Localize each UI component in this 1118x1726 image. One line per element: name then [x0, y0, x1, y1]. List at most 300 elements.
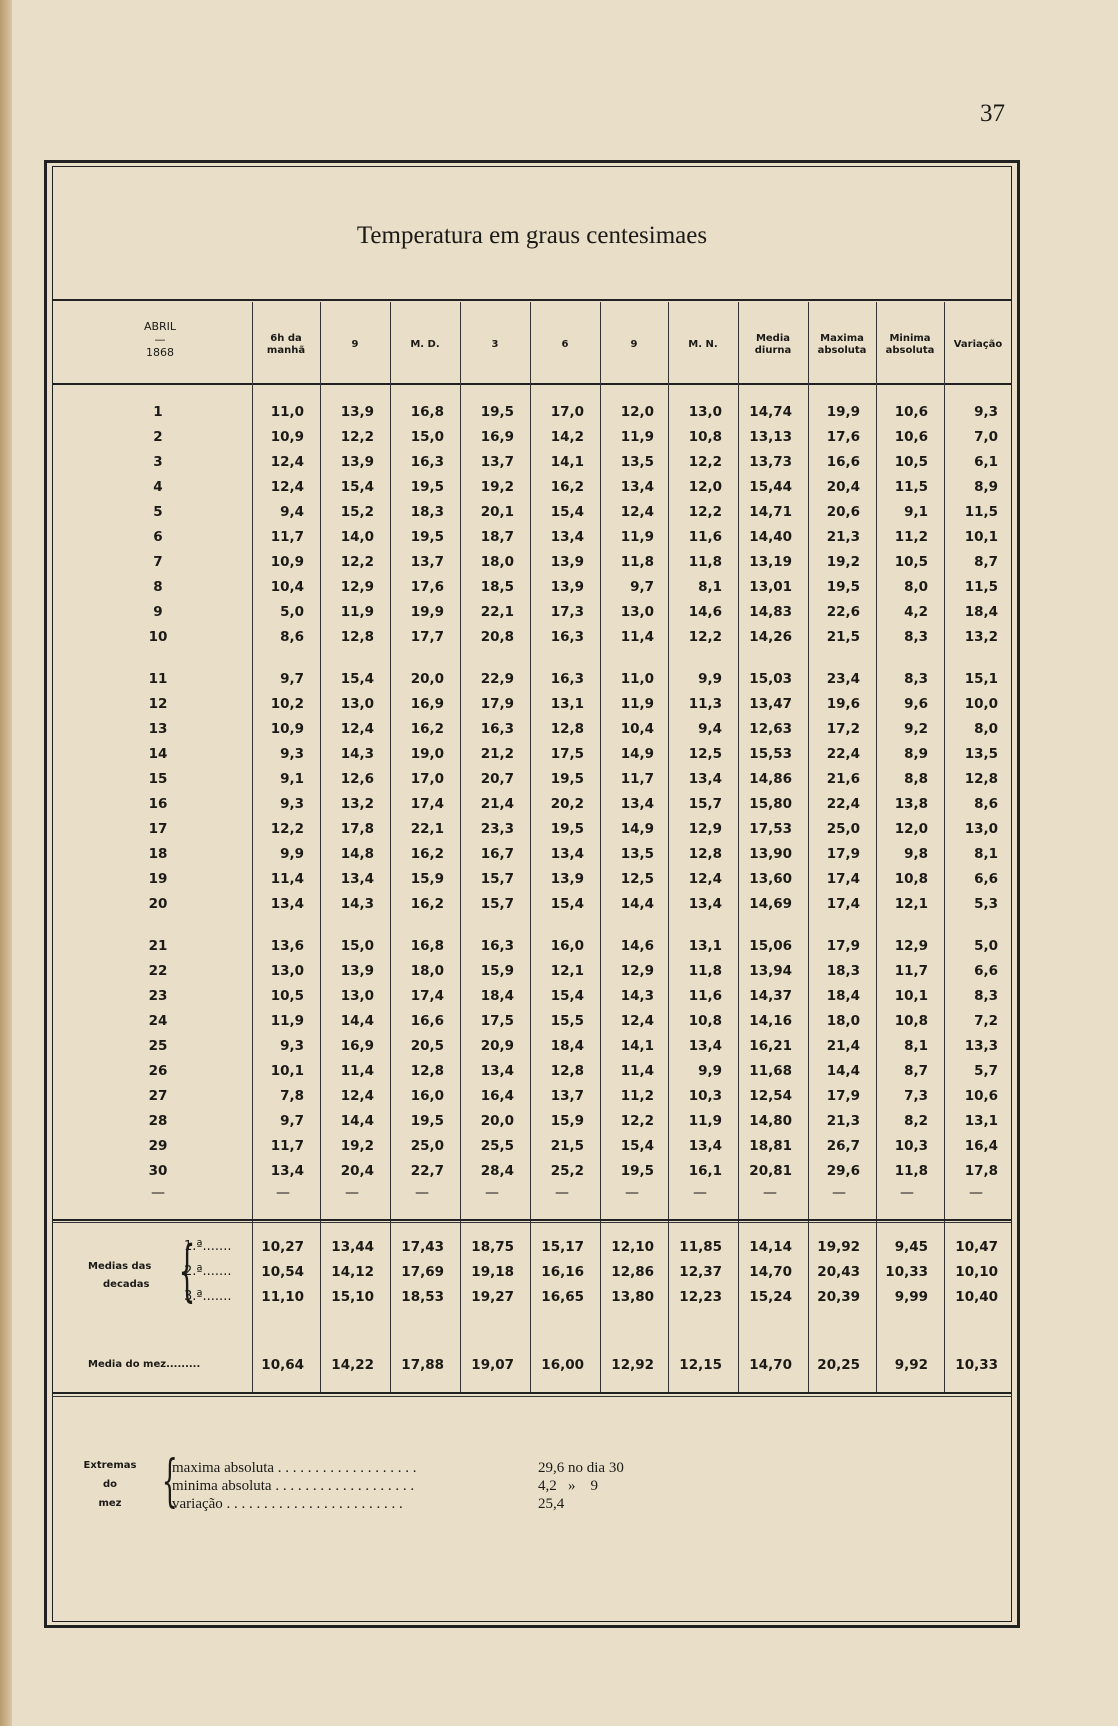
table-cell: 12,4: [688, 871, 722, 887]
table-cell: 14,1: [550, 454, 584, 470]
table-cell: 16,2: [410, 846, 444, 862]
table-cell: 9,7: [280, 1113, 304, 1129]
table-cell: 20,5: [410, 1038, 444, 1054]
table-cell: 17,2: [826, 721, 860, 737]
table-cell: 15,0: [340, 938, 374, 954]
decades-label-line2: decadas: [103, 1279, 150, 1290]
table-cell: 8,3: [904, 671, 928, 687]
table-cell: 15,5: [550, 1013, 584, 1029]
table-cell: 9,1: [280, 771, 304, 787]
table-cell: 13,4: [620, 479, 654, 495]
table-cell: 13,5: [964, 746, 998, 762]
table-cell: 23,3: [480, 821, 514, 837]
table-cell: 8,6: [974, 796, 998, 812]
table-cell: 9,3: [280, 746, 304, 762]
table-cell: 13,4: [480, 1063, 514, 1079]
table-cell: 19,2: [826, 554, 860, 570]
table-cell: 11,4: [270, 871, 304, 887]
table-cell: 13,4: [688, 1138, 722, 1154]
table-cell: 6,1: [974, 454, 998, 470]
extreme-min-name: minima absoluta . . . . . . . . . . . . . . . . . . .: [172, 1478, 415, 1494]
day-number: 6: [153, 529, 163, 545]
table-cell: 14,71: [749, 504, 792, 520]
table-cell: 19,2: [480, 479, 514, 495]
table-cell: 18,0: [480, 554, 514, 570]
day-number: 10: [148, 629, 168, 645]
day-number: 1: [153, 404, 163, 420]
table-cell: 13,4: [688, 896, 722, 912]
table-cell: 13,7: [550, 1088, 584, 1104]
table-cell: 12,5: [620, 871, 654, 887]
table-cell: 15,9: [410, 871, 444, 887]
table-cell: 12,54: [749, 1088, 792, 1104]
separator-dash: —: [832, 1185, 846, 1201]
table-cell: 19,5: [550, 821, 584, 837]
table-cell: 25,0: [826, 821, 860, 837]
separator-dash: —: [969, 1185, 983, 1201]
table-cell: 11,6: [688, 529, 722, 545]
table-cell: 17,5: [480, 1013, 514, 1029]
column-header: Minima absoluta: [885, 333, 935, 356]
table-cell: 9,3: [280, 1038, 304, 1054]
table-cell: 12,9: [340, 579, 374, 595]
table-cell: 16,8: [410, 404, 444, 420]
table-cell: 12,6: [340, 771, 374, 787]
table-cell: 7,3: [904, 1088, 928, 1104]
table-cell: 25,5: [480, 1138, 514, 1154]
table-cell: 14,0: [340, 529, 374, 545]
table-cell: 15,1: [964, 671, 998, 687]
table-cell: 14,4: [620, 896, 654, 912]
extremes-label-3: mez: [98, 1498, 122, 1509]
day-number: 14: [148, 746, 168, 762]
table-cell: 8,7: [904, 1063, 928, 1079]
table-cell: 18,4: [964, 604, 998, 620]
table-cell: 17,0: [410, 771, 444, 787]
day-number: 21: [148, 938, 168, 954]
table-cell: 10,8: [688, 1013, 722, 1029]
table-cell: 12,63: [749, 721, 792, 737]
table-cell: 15,0: [410, 429, 444, 445]
table-cell: 21,5: [550, 1138, 584, 1154]
month-mean-cell: 14,22: [331, 1357, 374, 1373]
table-cell: 15,4: [620, 1138, 654, 1154]
table-cell: 9,9: [698, 671, 722, 687]
table-cell: 8,9: [974, 479, 998, 495]
table-cell: 10,8: [688, 429, 722, 445]
table-cell: 11,7: [270, 1138, 304, 1154]
decade-label: 3.ª.......: [184, 1289, 232, 1304]
table-cell: 16,3: [550, 671, 584, 687]
table-cell: 20,8: [480, 629, 514, 645]
table-cell: 15,7: [688, 796, 722, 812]
table-cell: 12,0: [894, 821, 928, 837]
table-cell: 14,4: [826, 1063, 860, 1079]
table-cell: 10,8: [894, 871, 928, 887]
table-cell: 20,9: [480, 1038, 514, 1054]
table-cell: 16,6: [410, 1013, 444, 1029]
table-cell: 20,4: [340, 1163, 374, 1179]
table-cell: 13,7: [410, 554, 444, 570]
table-cell: 12,5: [688, 746, 722, 762]
table-cell: 18,4: [550, 1038, 584, 1054]
table-cell: 8,6: [280, 629, 304, 645]
table-cell: 9,8: [904, 846, 928, 862]
separator-dash: —: [693, 1185, 707, 1201]
table-cell: 15,4: [340, 671, 374, 687]
table-cell: 12,2: [620, 1113, 654, 1129]
table-cell: 6,6: [974, 963, 998, 979]
table-cell: 9,2: [904, 721, 928, 737]
table-cell: 19,5: [480, 404, 514, 420]
table-cell: 10,1: [894, 988, 928, 1004]
table-cell: 12,8: [550, 1063, 584, 1079]
table-cell: 20,7: [480, 771, 514, 787]
table-cell: 19,5: [410, 529, 444, 545]
table-cell: 13,0: [340, 696, 374, 712]
table-cell: 12,4: [270, 454, 304, 470]
extreme-max-name: maxima absoluta . . . . . . . . . . . . . . . . . . .: [172, 1460, 417, 1476]
day-number: 7: [153, 554, 163, 570]
table-cell: 19,5: [410, 479, 444, 495]
table-cell: 15,2: [340, 504, 374, 520]
table-cell: 16,3: [410, 454, 444, 470]
table-title: Temperatura em graus centesimaes: [356, 222, 708, 249]
table-cell: 8,1: [698, 579, 722, 595]
table-cell: 8,2: [904, 1113, 928, 1129]
table-cell: 11,6: [688, 988, 722, 1004]
table-cell: 18,5: [480, 579, 514, 595]
table-cell: 8,9: [904, 746, 928, 762]
table-cell: 17,6: [410, 579, 444, 595]
table-cell: 13,2: [964, 629, 998, 645]
table-cell: 10,4: [270, 579, 304, 595]
table-cell: 9,3: [974, 404, 998, 420]
table-cell: 14,74: [749, 404, 792, 420]
table-cell: 14,3: [340, 746, 374, 762]
table-cell: 11,9: [270, 1013, 304, 1029]
table-cell: 16,9: [480, 429, 514, 445]
table-cell: 16,9: [340, 1038, 374, 1054]
table-cell: 13,7: [480, 454, 514, 470]
table-cell: 14,80: [749, 1113, 792, 1129]
table-cell: 15,44: [749, 479, 792, 495]
month-mean-cell: 12,15: [679, 1357, 722, 1373]
day-number: 22: [148, 963, 168, 979]
table-cell: 13,0: [964, 821, 998, 837]
month-year-label: [120, 320, 200, 359]
table-cell: 14,16: [749, 1013, 792, 1029]
table-cell: 13,1: [550, 696, 584, 712]
table-cell: 13,13: [749, 429, 792, 445]
table-cell: 11,2: [894, 529, 928, 545]
table-cell: 22,6: [826, 604, 860, 620]
decade-cell: 18,75: [471, 1239, 514, 1255]
table-cell: 11,2: [620, 1088, 654, 1104]
table-cell: 8,1: [974, 846, 998, 862]
table-cell: 4,2: [904, 604, 928, 620]
table-cell: 18,0: [410, 963, 444, 979]
table-cell: 10,9: [270, 554, 304, 570]
column-header: 6: [561, 339, 569, 350]
column-header: M. N.: [688, 339, 718, 350]
page-edge: [0, 0, 12, 1726]
table-cell: 12,4: [340, 721, 374, 737]
table-cell: 22,7: [410, 1163, 444, 1179]
separator-dash: —: [485, 1185, 499, 1201]
table-cell: 13,9: [550, 579, 584, 595]
table-cell: 14,83: [749, 604, 792, 620]
day-number: 3: [153, 454, 163, 470]
table-cell: 11,9: [620, 529, 654, 545]
decade-cell: 15,17: [541, 1239, 584, 1255]
table-cell: 12,9: [688, 821, 722, 837]
table-cell: 13,5: [620, 454, 654, 470]
table-cell: 13,9: [340, 454, 374, 470]
table-cell: 15,80: [749, 796, 792, 812]
extreme-min-value: 4,2 » 9: [538, 1478, 598, 1494]
table-cell: 11,9: [340, 604, 374, 620]
table-cell: 11,5: [894, 479, 928, 495]
table-cell: 17,8: [340, 821, 374, 837]
day-number: 15: [148, 771, 168, 787]
table-cell: 22,1: [410, 821, 444, 837]
day-number: 16: [148, 796, 168, 812]
table-cell: 10,5: [894, 554, 928, 570]
table-cell: 11,0: [270, 404, 304, 420]
table-cell: 13,9: [340, 404, 374, 420]
table-cell: 11,7: [270, 529, 304, 545]
table-cell: 17,9: [826, 846, 860, 862]
table-cell: 17,8: [964, 1163, 998, 1179]
decade-cell: 15,10: [331, 1289, 374, 1305]
day-number: 4: [153, 479, 163, 495]
table-cell: 13,1: [964, 1113, 998, 1129]
table-cell: 13,9: [550, 871, 584, 887]
decade-cell: 14,14: [749, 1239, 792, 1255]
month-mean-cell: 14,70: [749, 1357, 792, 1373]
table-cell: 21,2: [480, 746, 514, 762]
table-cell: 14,26: [749, 629, 792, 645]
extreme-max-value: 29,6 no dia 30: [538, 1460, 624, 1476]
table-cell: 15,7: [480, 871, 514, 887]
decade-cell: 10,10: [955, 1264, 998, 1280]
separator-dash: —: [625, 1185, 639, 1201]
table-cell: 8,8: [904, 771, 928, 787]
table-cell: 25,2: [550, 1163, 584, 1179]
table-cell: 21,4: [826, 1038, 860, 1054]
day-number: 8: [153, 579, 163, 595]
extremes-label-1: Extremas: [83, 1460, 137, 1471]
table-cell: 13,4: [550, 529, 584, 545]
table-cell: 12,8: [964, 771, 998, 787]
extremes-label-2: do: [102, 1479, 118, 1490]
separator-dash: —: [900, 1185, 914, 1201]
table-cell: 12,1: [894, 896, 928, 912]
column-header: Variação: [953, 339, 1003, 350]
table-cell: 14,69: [749, 896, 792, 912]
table-cell: 19,9: [826, 404, 860, 420]
table-cell: 13,4: [270, 896, 304, 912]
table-cell: 16,3: [550, 629, 584, 645]
table-cell: 18,3: [826, 963, 860, 979]
header-bottom-rule: [52, 383, 1012, 385]
table-cell: 18,3: [410, 504, 444, 520]
column-header: 9: [351, 339, 359, 350]
table-cell: 16,1: [688, 1163, 722, 1179]
table-cell: 20,4: [826, 479, 860, 495]
table-cell: 19,9: [410, 604, 444, 620]
month-mean-cell: 12,92: [611, 1357, 654, 1373]
day-number: 11: [148, 671, 168, 687]
table-cell: 13,60: [749, 871, 792, 887]
table-cell: 13,0: [340, 988, 374, 1004]
decade-cell: 9,45: [894, 1239, 928, 1255]
table-cell: 14,1: [620, 1038, 654, 1054]
column-header: M. D.: [410, 339, 440, 350]
decades-label-line1: Medias das: [88, 1261, 152, 1272]
table-cell: 13,4: [688, 1038, 722, 1054]
table-cell: 8,0: [904, 579, 928, 595]
table-cell: 22,4: [826, 746, 860, 762]
table-cell: 6,6: [974, 871, 998, 887]
table-cell: 14,3: [620, 988, 654, 1004]
summary-bottom-rule-2: [52, 1396, 1012, 1397]
table-cell: 5,3: [974, 896, 998, 912]
month-mean-cell: 17,88: [401, 1357, 444, 1373]
table-cell: 15,9: [550, 1113, 584, 1129]
table-cell: 13,0: [270, 963, 304, 979]
month-mean-cell: 9,92: [894, 1357, 928, 1373]
decade-cell: 20,43: [817, 1264, 860, 1280]
table-cell: 12,2: [688, 629, 722, 645]
table-cell: 9,9: [280, 846, 304, 862]
table-cell: 21,5: [826, 629, 860, 645]
table-cell: 11,4: [340, 1063, 374, 1079]
table-cell: 25,0: [410, 1138, 444, 1154]
day-number: 19: [148, 871, 168, 887]
table-cell: 16,9: [410, 696, 444, 712]
table-cell: 12,8: [550, 721, 584, 737]
separator-dash: —: [151, 1185, 165, 1201]
table-cell: 12,2: [688, 504, 722, 520]
table-cell: 12,2: [340, 554, 374, 570]
table-cell: 13,9: [550, 554, 584, 570]
year-label: 1868: [146, 346, 174, 359]
table-cell: 17,3: [550, 604, 584, 620]
decade-cell: 19,92: [817, 1239, 860, 1255]
table-cell: 13,73: [749, 454, 792, 470]
decades-top-rule-2: [52, 1222, 1012, 1223]
day-number: 25: [148, 1038, 168, 1054]
month-mean-cell: 16,00: [541, 1357, 584, 1373]
table-cell: 11,68: [749, 1063, 792, 1079]
table-cell: 9,4: [280, 504, 304, 520]
table-cell: 11,0: [620, 671, 654, 687]
table-cell: 10,9: [270, 429, 304, 445]
table-cell: 12,8: [688, 846, 722, 862]
separator-dash: —: [763, 1185, 777, 1201]
table-cell: 18,7: [480, 529, 514, 545]
table-cell: 11,7: [620, 771, 654, 787]
table-cell: 9,6: [904, 696, 928, 712]
table-cell: 16,2: [410, 721, 444, 737]
table-cell: 11,5: [964, 579, 998, 595]
month-mean-cell: 19,07: [471, 1357, 514, 1373]
table-cell: 12,1: [550, 963, 584, 979]
table-cell: 14,9: [620, 821, 654, 837]
day-number: 12: [148, 696, 168, 712]
table-cell: 16,3: [480, 938, 514, 954]
decade-cell: 12,86: [611, 1264, 654, 1280]
table-cell: 12,2: [270, 821, 304, 837]
table-cell: 13,90: [749, 846, 792, 862]
table-cell: 10,6: [894, 404, 928, 420]
table-cell: 16,0: [410, 1088, 444, 1104]
table-cell: 14,40: [749, 529, 792, 545]
month-mean-cell: 10,33: [955, 1357, 998, 1373]
table-cell: 13,1: [688, 938, 722, 954]
day-number: 5: [153, 504, 163, 520]
table-cell: 9,4: [698, 721, 722, 737]
table-cell: 19,5: [550, 771, 584, 787]
table-cell: 10,1: [270, 1063, 304, 1079]
page-number: 37: [980, 100, 1005, 127]
table-cell: 15,4: [550, 896, 584, 912]
table-cell: 15,4: [550, 988, 584, 1004]
separator-dash: —: [276, 1185, 290, 1201]
table-cell: 13,5: [620, 846, 654, 862]
table-cell: 13,8: [894, 796, 928, 812]
decade-cell: 11,10: [261, 1289, 304, 1305]
decade-cell: 10,47: [955, 1239, 998, 1255]
table-cell: 12,2: [688, 454, 722, 470]
table-cell: 17,7: [410, 629, 444, 645]
decade-cell: 12,10: [611, 1239, 654, 1255]
column-header: Media diurna: [754, 333, 792, 356]
decade-cell: 12,37: [679, 1264, 722, 1280]
table-cell: 19,5: [826, 579, 860, 595]
day-number: 20: [148, 896, 168, 912]
table-cell: 9,3: [280, 796, 304, 812]
table-cell: 14,6: [620, 938, 654, 954]
summary-bottom-rule: [52, 1392, 1012, 1394]
decade-cell: 11,85: [679, 1239, 722, 1255]
table-cell: 14,9: [620, 746, 654, 762]
table-cell: 12,0: [620, 404, 654, 420]
table-cell: 9,9: [698, 1063, 722, 1079]
month-mean-cell: 10,64: [261, 1357, 304, 1373]
separator-dash: —: [415, 1185, 429, 1201]
table-cell: 17,4: [826, 896, 860, 912]
decade-cell: 20,39: [817, 1289, 860, 1305]
table-cell: 14,2: [550, 429, 584, 445]
table-cell: 13,4: [270, 1163, 304, 1179]
table-cell: 14,4: [340, 1113, 374, 1129]
table-cell: 26,7: [826, 1138, 860, 1154]
day-number: 18: [148, 846, 168, 862]
decade-cell: 19,18: [471, 1264, 514, 1280]
separator-dash: —: [345, 1185, 359, 1201]
table-cell: 14,3: [340, 896, 374, 912]
table-cell: 17,4: [410, 988, 444, 1004]
table-cell: 13,94: [749, 963, 792, 979]
table-cell: 11,9: [688, 1113, 722, 1129]
table-cell: 17,53: [749, 821, 792, 837]
table-cell: 8,3: [974, 988, 998, 1004]
table-cell: 11,4: [620, 629, 654, 645]
table-cell: 15,03: [749, 671, 792, 687]
